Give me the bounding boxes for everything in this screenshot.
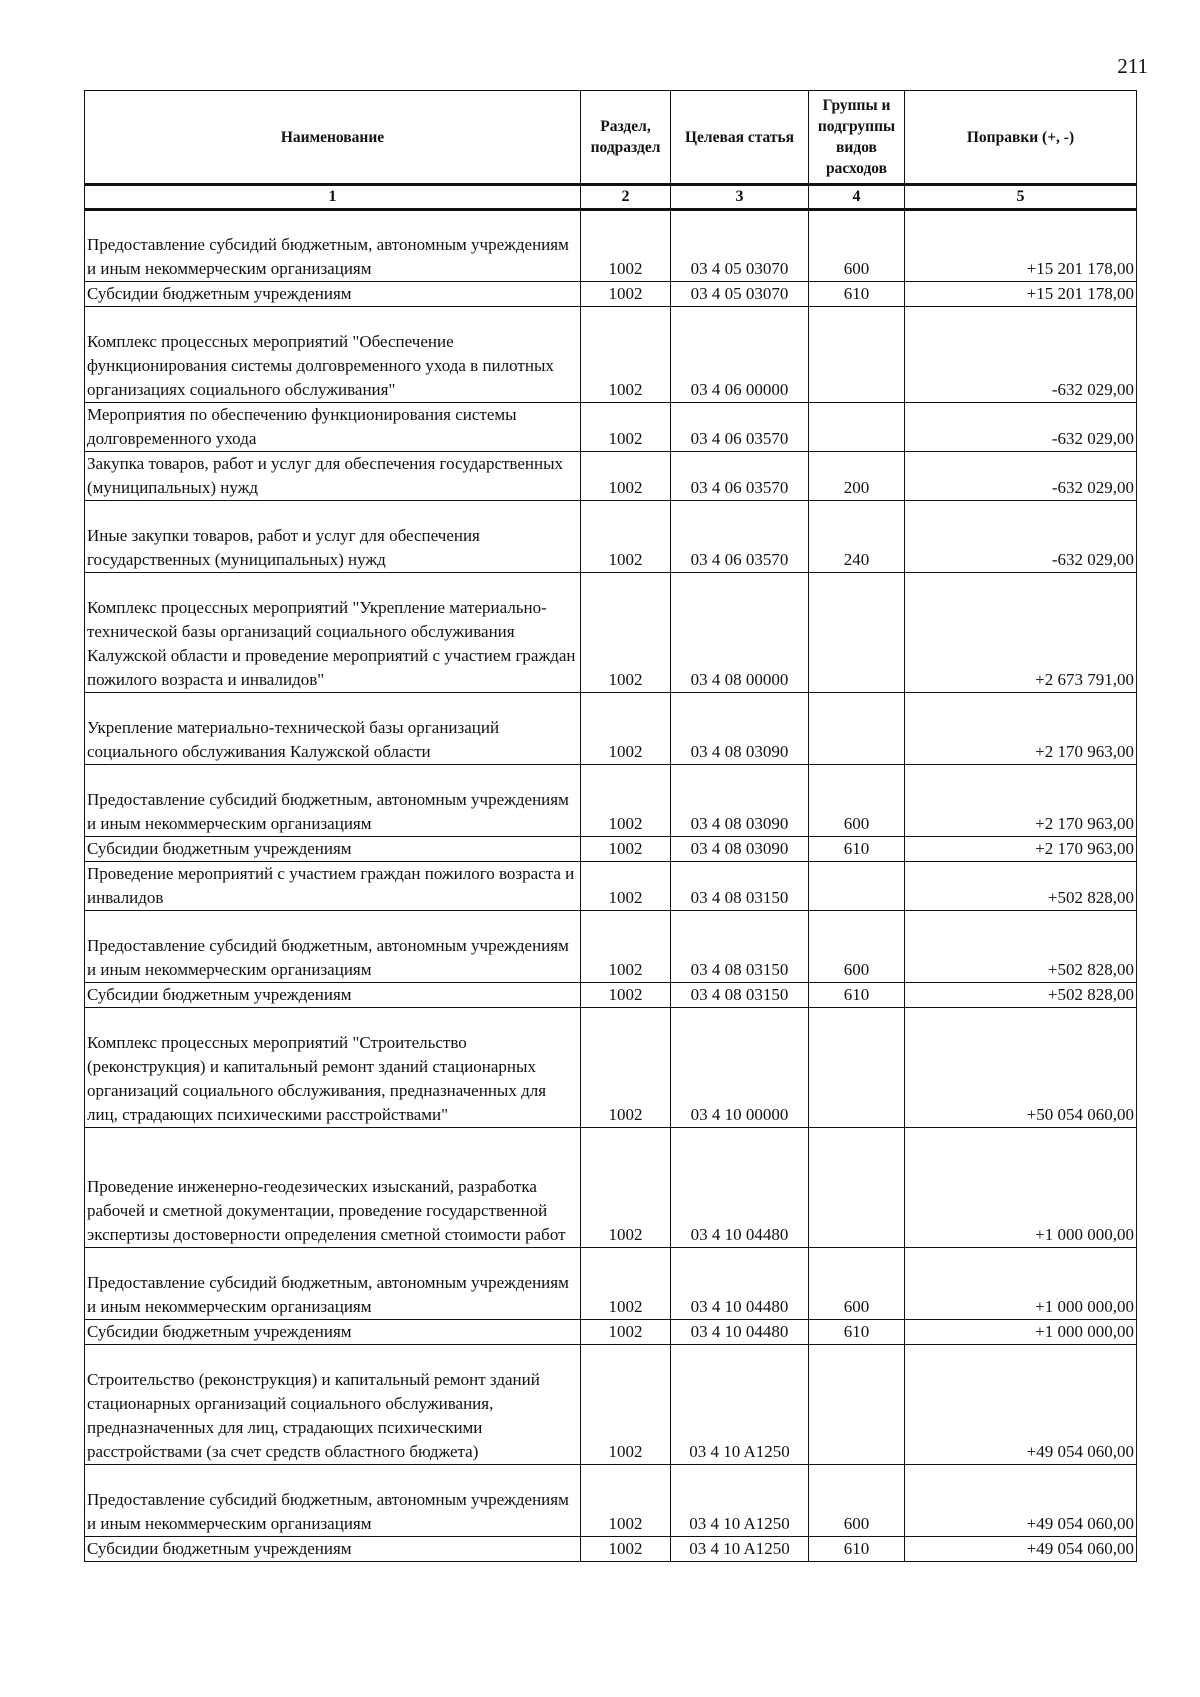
row-group-cell: 610 bbox=[809, 282, 905, 307]
row-name-cell: Субсидии бюджетным учреждениям bbox=[85, 1537, 581, 1562]
row-group-cell bbox=[809, 403, 905, 452]
row-amount-cell: +502 828,00 bbox=[905, 983, 1137, 1008]
row-section-cell: 1002 bbox=[581, 233, 671, 282]
row-section-cell: 1002 bbox=[581, 693, 671, 765]
table-row bbox=[85, 1345, 1137, 1465]
row-amount-cell: +15 201 178,00 bbox=[905, 282, 1137, 307]
table-row bbox=[85, 1128, 1137, 1248]
row-target-cell: 03 4 05 03070 bbox=[671, 282, 809, 307]
row-group-cell: 610 bbox=[809, 1537, 905, 1562]
row-target-cell: 03 4 08 00000 bbox=[671, 573, 809, 693]
row-name-cell: Субсидии бюджетным учреждениям bbox=[85, 282, 581, 307]
column-number: 1 bbox=[85, 185, 581, 210]
row-target-cell: 03 4 08 03150 bbox=[671, 983, 809, 1008]
row-section-cell: 1002 bbox=[581, 1345, 671, 1465]
row-amount-cell: -632 029,00 bbox=[905, 403, 1137, 452]
row-group-cell: 610 bbox=[809, 1320, 905, 1345]
column-number: 2 bbox=[581, 185, 671, 210]
table-row bbox=[85, 983, 1137, 1008]
row-target-cell: 03 4 08 03090 bbox=[671, 837, 809, 862]
row-section-cell: 1002 bbox=[581, 1248, 671, 1320]
row-target-cell: 03 4 08 03150 bbox=[671, 911, 809, 983]
budget-amendments-table bbox=[84, 90, 1137, 1562]
header-name: Наименование bbox=[85, 91, 581, 185]
row-group-cell: 600 bbox=[809, 233, 905, 282]
row-group-cell: 610 bbox=[809, 837, 905, 862]
row-name-cell: Субсидии бюджетным учреждениям bbox=[85, 983, 581, 1008]
table-header-row bbox=[85, 91, 1137, 185]
table-row bbox=[85, 1008, 1137, 1128]
row-target-cell: 03 4 08 03090 bbox=[671, 693, 809, 765]
row-target-cell: 03 4 06 03570 bbox=[671, 501, 809, 573]
table-row bbox=[85, 693, 1137, 765]
row-group-cell: 600 bbox=[809, 1465, 905, 1537]
row-group-cell: 240 bbox=[809, 501, 905, 573]
row-name-cell: Комплекс процессных мероприятий "Укрепление материально-технической базы организаций социального обслуживания Калужской области и проведение мероприятий с участием граждан пожилого возраста и инвалидов" bbox=[85, 573, 581, 693]
row-name-cell: Предоставление субсидий бюджетным, автономным учреждениям и иным некоммерческим организациям bbox=[85, 1465, 581, 1537]
row-section-cell: 1002 bbox=[581, 983, 671, 1008]
row-target-cell: 03 4 10 00000 bbox=[671, 1008, 809, 1128]
row-target-cell: 03 4 10 A1250 bbox=[671, 1345, 809, 1465]
row-amount-cell: +1 000 000,00 bbox=[905, 1320, 1137, 1345]
row-amount-cell: +49 054 060,00 bbox=[905, 1345, 1137, 1465]
column-number: 5 bbox=[905, 185, 1137, 210]
row-amount-cell: +502 828,00 bbox=[905, 911, 1137, 983]
row-target-cell: 03 4 08 03150 bbox=[671, 862, 809, 911]
row-amount-cell: +2 673 791,00 bbox=[905, 573, 1137, 693]
table-row bbox=[85, 1248, 1137, 1320]
row-name-cell: Укрепление материально-технической базы организаций социального обслуживания Калужской области bbox=[85, 693, 581, 765]
row-name-cell: Строительство (реконструкция) и капитальный ремонт зданий стационарных организаций социального обслуживания, предназначенных для лиц, страдающих психическими расстройствами (за счет средств областного бюджета) bbox=[85, 1345, 581, 1465]
row-amount-cell: +50 054 060,00 bbox=[905, 1008, 1137, 1128]
table-body bbox=[85, 210, 1137, 1562]
row-section-cell: 1002 bbox=[581, 452, 671, 501]
row-name-cell: Предоставление субсидий бюджетным, автономным учреждениям и иным некоммерческим организациям bbox=[85, 765, 581, 837]
page-number: 211 bbox=[1117, 54, 1148, 78]
spacer-row bbox=[85, 210, 1137, 234]
row-amount-cell: +502 828,00 bbox=[905, 862, 1137, 911]
row-section-cell: 1002 bbox=[581, 911, 671, 983]
column-number-row bbox=[85, 185, 1137, 210]
row-amount-cell: +1 000 000,00 bbox=[905, 1128, 1137, 1248]
row-name-cell: Комплекс процессных мероприятий "Строительство (реконструкция) и капитальный ремонт зданий стационарных организаций социального обслуживания, предназначенных для лиц, страдающих психическими расстройствами" bbox=[85, 1008, 581, 1128]
table-row bbox=[85, 501, 1137, 573]
row-name-cell: Закупка товаров, работ и услуг для обеспечения государственных (муниципальных) нужд bbox=[85, 452, 581, 501]
table-row bbox=[85, 837, 1137, 862]
row-group-cell: 600 bbox=[809, 911, 905, 983]
row-section-cell: 1002 bbox=[581, 501, 671, 573]
row-target-cell: 03 4 08 03090 bbox=[671, 765, 809, 837]
row-group-cell: 200 bbox=[809, 452, 905, 501]
table-row bbox=[85, 1465, 1137, 1537]
table-row bbox=[85, 765, 1137, 837]
row-section-cell: 1002 bbox=[581, 1320, 671, 1345]
row-group-cell bbox=[809, 307, 905, 403]
row-target-cell: 03 4 06 03570 bbox=[671, 452, 809, 501]
row-amount-cell: +1 000 000,00 bbox=[905, 1248, 1137, 1320]
row-target-cell: 03 4 10 A1250 bbox=[671, 1537, 809, 1562]
column-number: 4 bbox=[809, 185, 905, 210]
row-amount-cell: +49 054 060,00 bbox=[905, 1537, 1137, 1562]
table-row bbox=[85, 452, 1137, 501]
table-row bbox=[85, 233, 1137, 282]
row-name-cell: Иные закупки товаров, работ и услуг для обеспечения государственных (муниципальных) нужд bbox=[85, 501, 581, 573]
row-section-cell: 1002 bbox=[581, 765, 671, 837]
row-target-cell: 03 4 10 A1250 bbox=[671, 1465, 809, 1537]
column-number: 3 bbox=[671, 185, 809, 210]
row-name-cell: Проведение мероприятий с участием граждан пожилого возраста и инвалидов bbox=[85, 862, 581, 911]
row-section-cell: 1002 bbox=[581, 862, 671, 911]
row-group-cell bbox=[809, 693, 905, 765]
table-row bbox=[85, 1537, 1137, 1562]
row-section-cell: 1002 bbox=[581, 1128, 671, 1248]
row-section-cell: 1002 bbox=[581, 837, 671, 862]
row-name-cell: Субсидии бюджетным учреждениям bbox=[85, 1320, 581, 1345]
row-group-cell: 600 bbox=[809, 765, 905, 837]
row-name-cell: Предоставление субсидий бюджетным, автономным учреждениям и иным некоммерческим организациям bbox=[85, 233, 581, 282]
table-row bbox=[85, 862, 1137, 911]
row-amount-cell: -632 029,00 bbox=[905, 452, 1137, 501]
row-amount-cell: -632 029,00 bbox=[905, 307, 1137, 403]
row-section-cell: 1002 bbox=[581, 1465, 671, 1537]
row-name-cell: Мероприятия по обеспечению функционирования системы долговременного ухода bbox=[85, 403, 581, 452]
row-section-cell: 1002 bbox=[581, 282, 671, 307]
row-target-cell: 03 4 05 03070 bbox=[671, 233, 809, 282]
header-target: Целевая статья bbox=[671, 91, 809, 185]
header-group: Группы и подгруппы видов расходов bbox=[809, 91, 905, 185]
row-amount-cell: +49 054 060,00 bbox=[905, 1465, 1137, 1537]
table-row bbox=[85, 307, 1137, 403]
row-group-cell bbox=[809, 1128, 905, 1248]
row-section-cell: 1002 bbox=[581, 1008, 671, 1128]
row-section-cell: 1002 bbox=[581, 573, 671, 693]
row-group-cell: 600 bbox=[809, 1248, 905, 1320]
row-target-cell: 03 4 06 03570 bbox=[671, 403, 809, 452]
row-target-cell: 03 4 10 04480 bbox=[671, 1248, 809, 1320]
table-row bbox=[85, 403, 1137, 452]
row-amount-cell: +2 170 963,00 bbox=[905, 765, 1137, 837]
table-row bbox=[85, 573, 1137, 693]
header-amount: Поправки (+, -) bbox=[905, 91, 1137, 185]
row-name-cell: Субсидии бюджетным учреждениям bbox=[85, 837, 581, 862]
row-name-cell: Проведение инженерно-геодезических изысканий, разработка рабочей и сметной документации, проведение государственной экспертизы достоверности определения сметной стоимости работ bbox=[85, 1128, 581, 1248]
table-row bbox=[85, 1320, 1137, 1345]
header-section: Раздел, подраздел bbox=[581, 91, 671, 185]
row-group-cell bbox=[809, 1008, 905, 1128]
row-amount-cell: +15 201 178,00 bbox=[905, 233, 1137, 282]
row-target-cell: 03 4 10 04480 bbox=[671, 1128, 809, 1248]
row-amount-cell: +2 170 963,00 bbox=[905, 837, 1137, 862]
row-amount-cell: +2 170 963,00 bbox=[905, 693, 1137, 765]
table-row bbox=[85, 911, 1137, 983]
row-target-cell: 03 4 10 04480 bbox=[671, 1320, 809, 1345]
row-section-cell: 1002 bbox=[581, 307, 671, 403]
row-target-cell: 03 4 06 00000 bbox=[671, 307, 809, 403]
row-group-cell bbox=[809, 862, 905, 911]
row-group-cell bbox=[809, 1345, 905, 1465]
row-name-cell: Предоставление субсидий бюджетным, автономным учреждениям и иным некоммерческим организациям bbox=[85, 1248, 581, 1320]
table-row bbox=[85, 282, 1137, 307]
row-name-cell: Комплекс процессных мероприятий "Обеспечение функционирования системы долговременного ухода в пилотных организациях социального обслуживания" bbox=[85, 307, 581, 403]
row-section-cell: 1002 bbox=[581, 403, 671, 452]
row-section-cell: 1002 bbox=[581, 1537, 671, 1562]
row-group-cell: 610 bbox=[809, 983, 905, 1008]
row-amount-cell: -632 029,00 bbox=[905, 501, 1137, 573]
row-name-cell: Предоставление субсидий бюджетным, автономным учреждениям и иным некоммерческим организациям bbox=[85, 911, 581, 983]
row-group-cell bbox=[809, 573, 905, 693]
